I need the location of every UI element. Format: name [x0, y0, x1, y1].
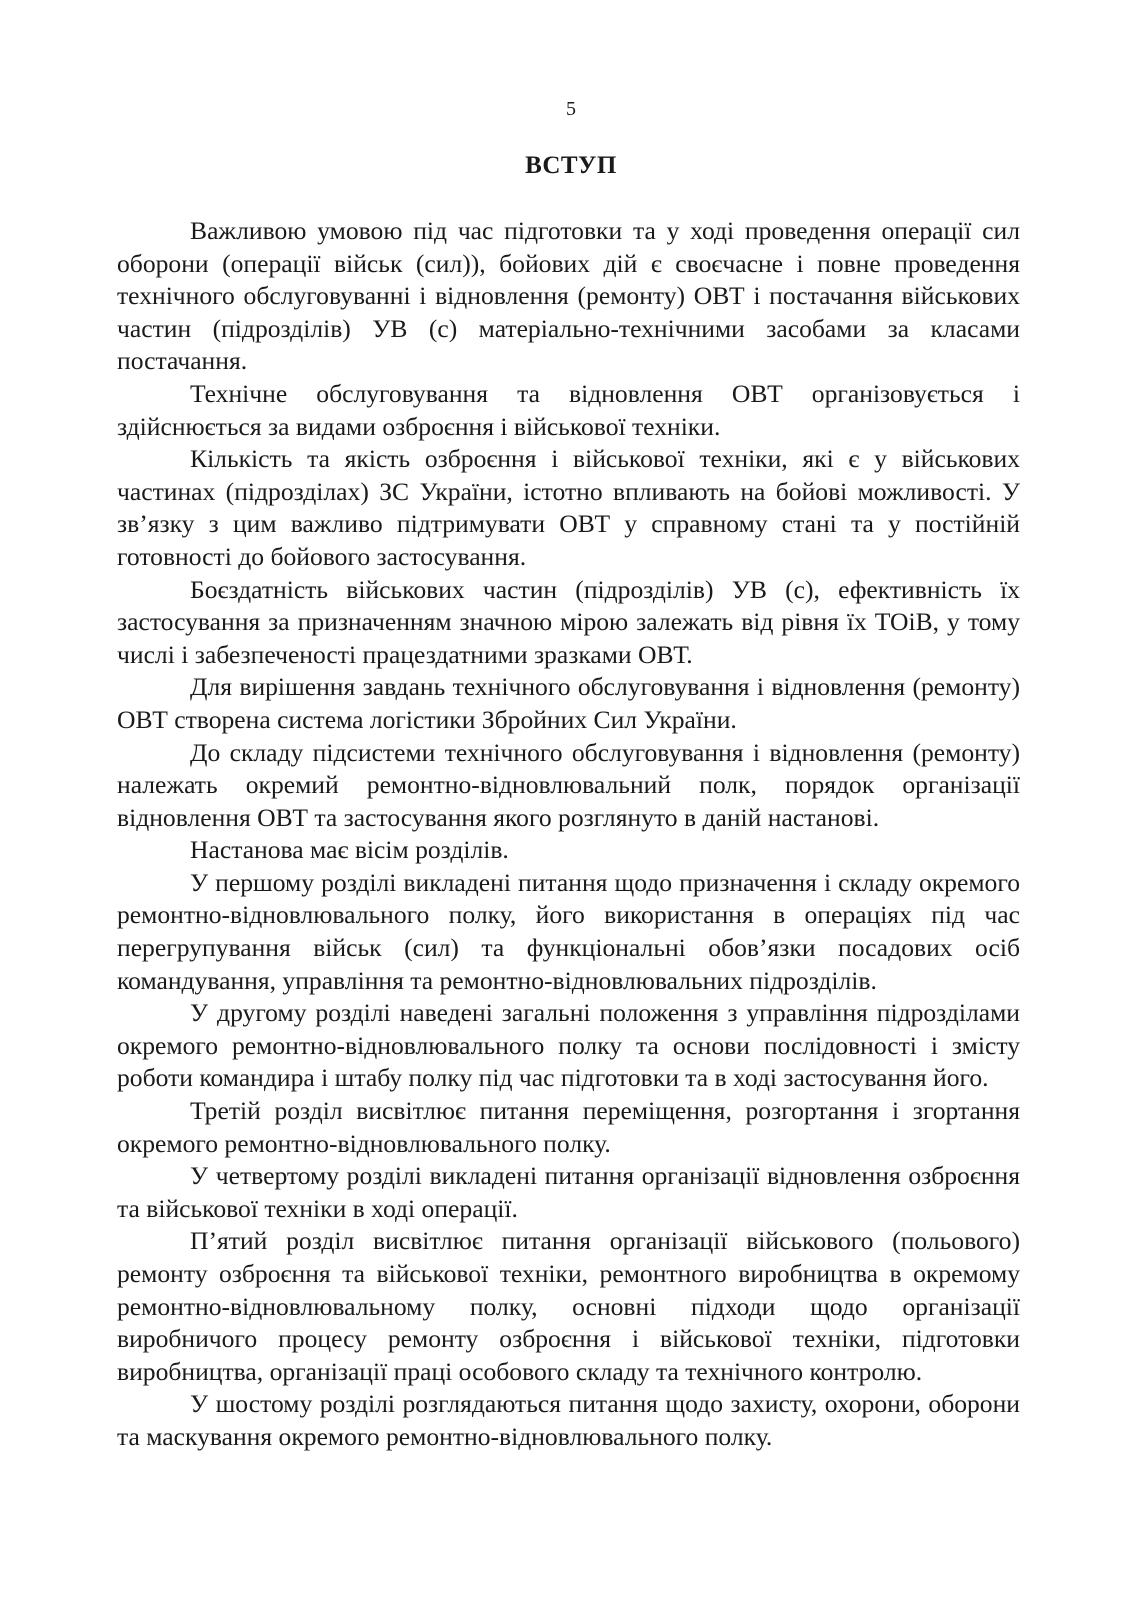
paragraph-10: Третій розділ висвітлює питання переміщення, розгортання і згортання окремого ремонтно-відновлювального полку.	[117, 1096, 1020, 1158]
paragraph-7: Настанова має вісім розділів.	[190, 835, 509, 865]
paragraph-9: У другому розділі наведені загальні положення з управління підрозділами окремого ремонтно-відновлювального полку та основи послідовності і змісту роботи командира і штабу полку під час підготовки та в ході застосування його.	[117, 998, 1020, 1093]
body-text	[117, 215, 1020, 1454]
page-number: 5	[566, 98, 576, 120]
paragraph-11: У четвертому розділі викладені питання організації відновлення озброєння та військової техніки в ході операції.	[117, 1161, 1020, 1223]
paragraph-12: П’ятий розділ висвітлює питання організації військового (польового) ремонту озброєння та військової техніки, ремонтного виробництва в окремому ремонтно-відновлювальному полку, основні підходи щодо організації виробничого процесу ремонту озброєння і військової техніки, підготовки виробництва, організації праці особового складу та технічного контролю.	[117, 1226, 1020, 1386]
paragraph-8: У першому розділі викладені питання щодо призначення і складу окремого ремонтно-відновлювального полку, його використання в операціях під час перегрупування військ (сил) та функціональні обов’язки посадових осіб командування, управління та ремонтно-відновлювальних підрозділів.	[117, 867, 1020, 995]
paragraph-3: Кількість та якість озброєння і військової техніки, які є у військових частинах (підрозділах) ЗС України, істотно впливають на бойові можливості. У зв’язку з цим важливо підтримувати ОВТ у справному стані та у постійній готовності до бойового застосування.	[117, 444, 1020, 571]
paragraph-1: Важливою умовою під час підготовки та у ході проведення операції сил оборони (операції військ (сил)), бойових дій є своєчасне і повне проведення технічного обслуговуванні і відновлення (ремонту) ОВТ і постачання військових частин (підрозділів) УВ (с) матеріально-технічними засобами за класами постачання.	[117, 216, 1020, 376]
paragraph-2: Технічне обслуговування та відновлення ОВТ організовується і здійснюється за видами озброєння і військової техніки.	[117, 378, 1020, 441]
paragraph-4: Боєздатність військових частин (підрозділів) УВ (с), ефективність їх застосування за призначенням значною мірою залежать від рівня їх ТОіВ, у тому числі і забезпеченості працездатними зразками ОВТ.	[117, 574, 1020, 669]
paragraph-13: У шостому розділі розглядаються питання щодо захисту, охорони, оборони та маскування окремого ремонтно-відновлювального полку.	[117, 1389, 1020, 1451]
section-heading: ВСТУП	[525, 152, 617, 179]
paragraph-6: До складу підсистеми технічного обслуговування і відновлення (ремонту) належать окремий ремонтно-відновлювальний полк, порядок організації відновлення ОВТ та застосування якого розглянуто в даній настанові.	[117, 737, 1020, 832]
paragraph-5: Для вирішення завдань технічного обслуговування і відновлення (ремонту) ОВТ створена система логістики Збройних Сил України.	[117, 672, 1020, 734]
